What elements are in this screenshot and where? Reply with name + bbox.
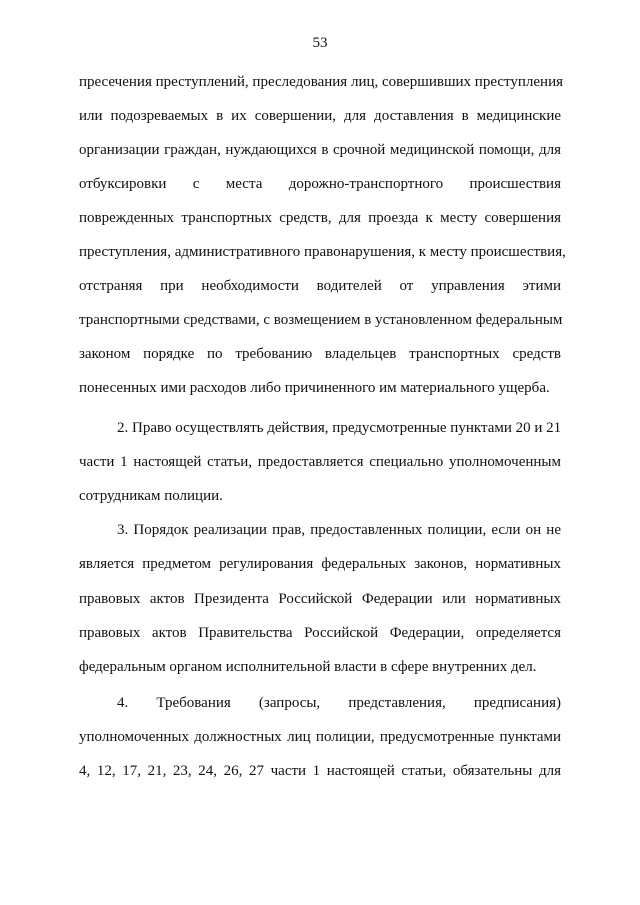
text-line: уполномоченных должностных лиц полиции, предусмотренные пунктами <box>79 729 561 745</box>
text-line: 4, 12, 17, 21, 23, 24, 26, 27 части 1 настоящей статьи, обязательны для <box>79 763 561 779</box>
text-line: 2. Право осуществлять действия, предусмотренные пунктами 20 и 21 <box>117 420 562 436</box>
text-line: части 1 настоящей статьи, предоставляется специально уполномоченным <box>79 454 561 470</box>
text-line: организации граждан, нуждающихся в срочной медицинской помощи, для <box>79 142 561 158</box>
text-line: отстраняя при необходимости водителей от управления этими <box>79 278 561 294</box>
text-line: или подозреваемых в их совершении, для доставления в медицинские <box>79 108 561 124</box>
text-line: 4. Требования (запросы, представления, предписания) <box>117 695 561 711</box>
text-line: правовых актов Правительства Российской Федерации, определяется <box>79 625 561 641</box>
text-line: понесенных ими расходов либо причиненного им материального ущерба. <box>79 380 550 396</box>
text-line: сотрудникам полиции. <box>79 488 223 504</box>
text-line: законом порядке по требованию владельцев транспортных средств <box>79 346 561 362</box>
text-line: является предметом регулирования федеральных законов, нормативных <box>79 556 561 572</box>
text-line: 3. Порядок реализации прав, предоставленных полиции, если он не <box>117 522 561 538</box>
text-line: отбуксировки с места дорожно-транспортного происшествия <box>79 176 561 192</box>
text-line: поврежденных транспортных средств, для проезда к месту совершения <box>79 210 561 226</box>
text-line: преступления, административного правонарушения, к месту происшествия, <box>79 244 566 260</box>
text-line: правовых актов Президента Российской Федерации или нормативных <box>79 591 561 607</box>
text-line: транспортными средствами, с возмещением в установленном федеральным <box>79 312 563 328</box>
text-line: пресечения преступлений, преследования лиц, совершивших преступления <box>79 74 563 90</box>
text-line: федеральным органом исполнительной власти в сфере внутренних дел. <box>79 659 537 675</box>
page-number: 53 <box>312 35 328 51</box>
